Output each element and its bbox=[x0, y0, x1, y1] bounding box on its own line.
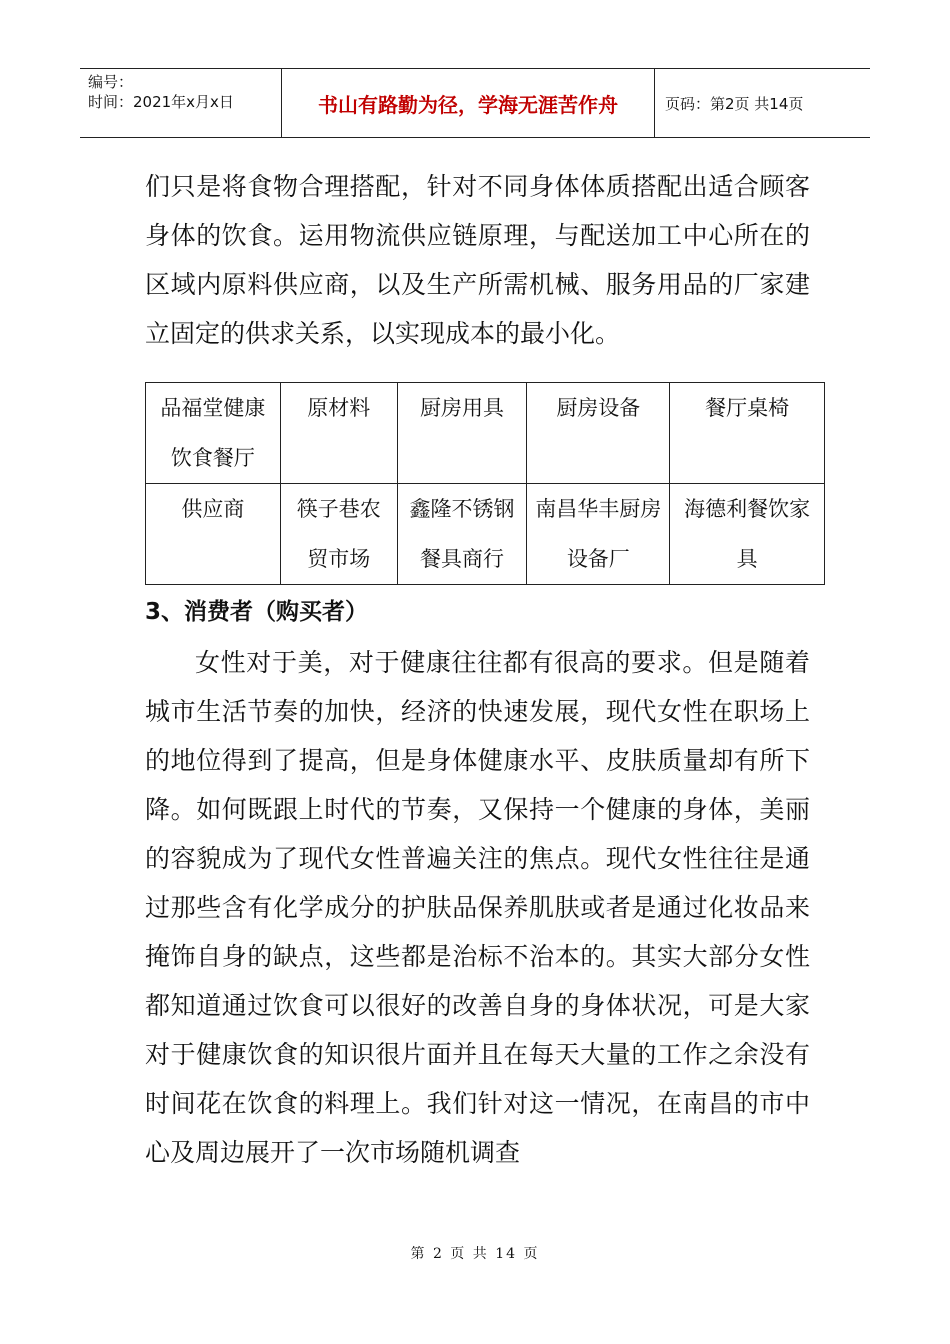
table-cell: 筷子巷农贸市场 bbox=[280, 484, 397, 585]
paragraph-consumers: 女性对于美，对于健康往往都有很高的要求。但是随着城市生活节奏的加快，经济的快速发展，现代女性在职场上的地位得到了提高，但是身体健康水平、皮肤质量却有所下降。如何既跟上时代的节奏，又保持一个健康的身体，美丽的容貌成为了现代女性普遍关注的焦点。现代女性往往是通过那些含有化学成分的护肤品保养肌肤或者是通过化妆品来掩饰自身的缺点，这些都是治标不治本的。其实大部分女性都知道通过饮食可以很好的改善自身的身体状况，可是大家对于健康饮食的知识很片面并且在每天大量的工作之余没有时间花在饮食的料理上。我们针对这一情况，在南昌的市中心及周边展开了一次市场随机调查 bbox=[145, 648, 810, 1167]
table-cell: 海德利餐饮家具 bbox=[670, 484, 825, 585]
table-header-row bbox=[146, 383, 825, 484]
table-cell: 餐厅桌椅 bbox=[670, 383, 825, 484]
serial-label: 编号： bbox=[88, 73, 134, 91]
date-label: 时间：2021年x月x日 bbox=[88, 93, 234, 111]
table-row bbox=[146, 484, 825, 585]
paragraph-supply-chain: 们只是将食物合理搭配，针对不同身体体质搭配出适合顾客身体的饮食。运用物流供应链原理，与配送加工中心所在的区域内原料供应商，以及生产所需机械、服务用品的厂家建立固定的供求关系，以实现成本的最小化。 bbox=[145, 172, 810, 348]
table-cell: 厨房用具 bbox=[397, 383, 527, 484]
page-header bbox=[80, 68, 870, 138]
table-cell: 南昌华丰厨房设备厂 bbox=[527, 484, 670, 585]
header-motto: 书山有路勤为径，学海无涯苦作舟 bbox=[282, 69, 655, 137]
page-footer: 第 2 页 共 14 页 bbox=[410, 1246, 540, 1262]
supplier-table bbox=[145, 382, 825, 585]
table-cell: 原材料 bbox=[280, 383, 397, 484]
table-cell: 品福堂健康饮食餐厅 bbox=[146, 383, 281, 484]
table-cell: 厨房设备 bbox=[527, 383, 670, 484]
header-page-info: 页码：第2页 共14页 bbox=[665, 94, 804, 113]
table-cell: 鑫隆不锈钢餐具商行 bbox=[397, 484, 527, 585]
section-heading: 3、消费者（购买者） bbox=[145, 599, 369, 625]
table-cell: 供应商 bbox=[146, 484, 281, 585]
header-meta bbox=[80, 69, 282, 137]
